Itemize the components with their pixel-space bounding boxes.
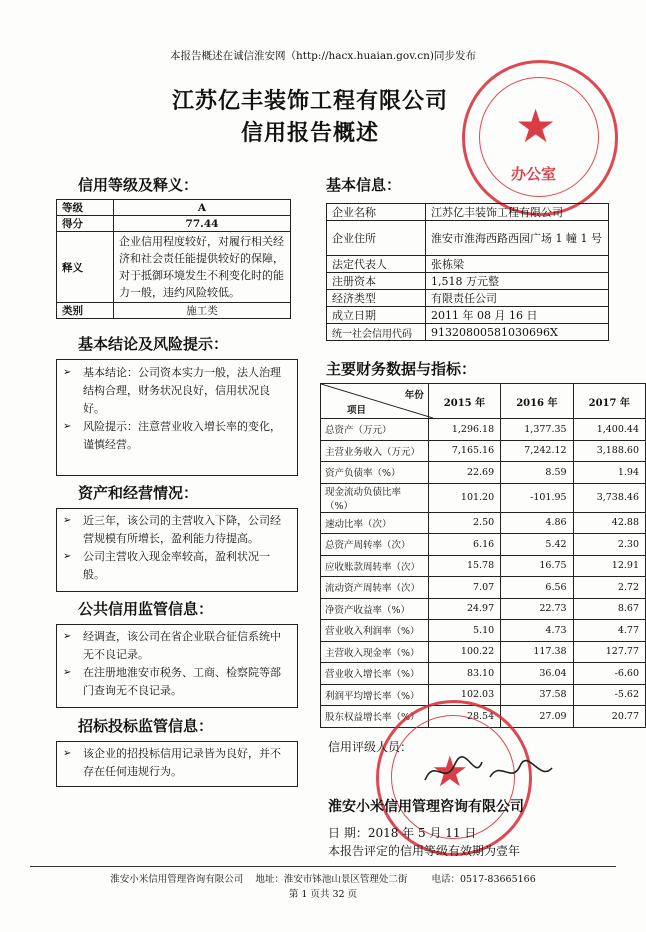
basic-info-table [326,203,609,341]
validity-note: 本报告评定的信用等级有效期为壹年 [328,844,521,858]
list-item: ➢ 经调查，该公司在省企业联合征信系统中无不良记录。 [63,630,281,661]
table-row: 主营收入现金率（%） 100.22 117.38 127.77 [321,641,646,663]
star-icon: ★ [515,99,557,153]
page-number: 第 1 页共 32 页 [288,889,358,900]
year-header: 2016 年 [501,384,573,419]
table-row: 总资产（万元） 1,296.18 1,377.35 1,400.44 [321,419,646,441]
table-row: 净资产收益率（%） 24.97 22.73 8.67 [321,598,646,620]
basic-info-heading: 基本信息： [326,176,402,194]
table-row: 营业收入利润率（%） 5.10 4.73 4.77 [321,620,646,642]
grade-table [56,199,291,319]
table-row: 应收账款周转率（次） 15.78 16.75 12.91 [321,555,646,577]
finance-heading: 主要财务数据与指标： [326,360,477,378]
list-item: ➢ 基本结论：公司资本实力一般，法人治理结构合理，财务状况良好，信用状况良好。 [63,366,281,415]
table-row: 利润平均增长率（%） 102.03 37.58 -5.62 [321,684,646,706]
table-row [57,216,291,232]
date-row: 日 期：2018 年 5 月 11 日 [328,826,477,840]
arrow-bullet-icon: ➢ [63,421,72,432]
list-item: ➢ 公司主营收入现金率较高，盈利状况一般。 [63,550,270,581]
assets-heading: 资产和经营情况： [78,484,199,502]
table-row: 股东权益增长率（%） 28.54 27.09 20.77 [321,706,646,728]
table-row: 企业住所 淮安市淮海西路西园广场 1 幢 1 号 [327,221,609,256]
table-row: 主营业务收入（万元） 7,165.16 7,242.12 3,188.60 [321,440,646,462]
evaluator-company: 淮安小米信用管理咨询有限公司 [328,799,524,815]
year-header: 2015 年 [428,384,500,419]
star-icon: ★ [431,747,469,796]
finance-table [320,383,646,728]
list-item: ➢ 近三年，该公司的主营收入下降，公司经营规模有所增长，盈利能力待提高。 [63,514,281,545]
grade-value: A [114,200,291,216]
list-item: ➢ 风险提示：注意营业收入增长率的变化，谨慎经营。 [63,420,281,451]
table-row: 成立日期 2011 年 08 月 16 日 [327,307,609,324]
table-row: 经济类型 有限责任公司 [327,290,609,307]
category-value: 施工类 [114,303,291,319]
conclusion-box [56,359,298,476]
supervision-heading: 公共信用监管信息： [78,600,214,618]
score-label: 得分 [57,216,114,232]
arrow-bullet-icon: ➢ [63,515,72,526]
arrow-bullet-icon: ➢ [63,667,72,678]
arrow-bullet-icon: ➢ [63,748,72,759]
table-row: 企业名称 江苏亿丰装饰工程有限公司 [327,204,609,221]
list-item: ➢ 在注册地淮安市税务、工商、检察院等部门查询无不良记录。 [63,666,281,697]
evaluator-label: 信用评级人员： [328,740,413,754]
stamp-text: 办公室 [511,165,557,183]
table-row: 法定代表人 张栋梁 [327,256,609,273]
table-row: 速动比率（次） 2.50 4.86 42.88 [321,512,646,534]
corner-cell: 年份 项目 [321,384,429,419]
table-header-row [321,384,646,419]
grade-label: 等级 [57,200,114,216]
table-row: 总资产周转率（次） 6.16 5.42 2.30 [321,534,646,556]
list-item: ➢ 该企业的招投标信用记录皆为良好，并不存在任何违规行为。 [63,747,281,778]
arrow-bullet-icon: ➢ [63,551,72,562]
bidding-box [56,741,298,787]
table-row: 营业收入增长率（%） 83.10 36.04 -6.60 [321,663,646,685]
arrow-bullet-icon: ➢ [63,631,72,642]
conclusion-heading: 基本结论及风险提示： [78,335,229,353]
table-row: 统一社会信用代码 91320800581030696X [327,324,609,341]
meaning-value: 企业信用程度较好，对履行相关经济和社会责任能提供较好的保障，对于抵御环境发生不利变化时的能力一般，违约风险较低。 [114,232,291,303]
table-row [57,303,291,319]
category-label: 类别 [57,303,114,319]
table-row [57,232,291,303]
footer-divider [30,866,616,867]
table-row: 注册资本 1,518 万元整 [327,273,609,290]
office-stamp [462,60,618,216]
table-row: 流动资产周转率（次） 7.07 6.56 2.72 [321,577,646,599]
arrow-bullet-icon: ➢ [63,367,72,378]
table-row: 现金流动负债比率（%） 101.20 -101.95 3,738.46 [321,483,646,512]
footer-info: 淮安小米信用管理咨询有限公司 地址：淮安市钵池山景区管理处二街 电话：0517-83665166 [110,874,536,885]
table-row: 资产负债率（%） 22.69 8.59 1.94 [321,462,646,484]
report-title: 信用报告概述 [240,120,379,146]
score-value: 77.44 [114,216,291,232]
meaning-label: 释义 [57,232,114,303]
handwritten-signature [420,752,560,792]
table-row [57,200,291,216]
header-note: 本报告概述在诚信淮安网（http://hacx.huaian.gov.cn)同步发布 [169,50,476,62]
company-title: 江苏亿丰装饰工程有限公司 [171,88,448,114]
assets-box [56,508,298,592]
year-header: 2017 年 [573,384,645,419]
bidding-heading: 招标投标监管信息： [78,717,214,735]
supervision-box [56,624,298,708]
grade-heading: 信用等级及释义： [78,176,199,194]
